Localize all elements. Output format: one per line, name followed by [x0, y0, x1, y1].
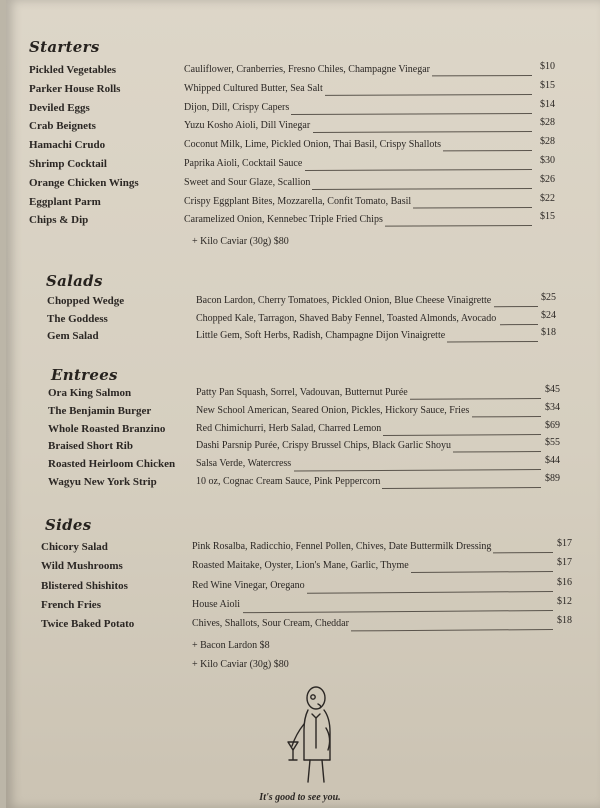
menu-item-orange-chicken-wings: [0, 173, 600, 195]
menu-item-name: Orange Chicken Wings: [29, 176, 139, 189]
addon-bacon-lardon: + Bacon Lardon $8: [192, 640, 270, 651]
menu-item-description: House Aioli: [192, 598, 241, 610]
menu-item-description: Chives, Shallots, Sour Cream, Cheddar: [192, 618, 349, 630]
menu-item-description: 10 oz, Cognac Cream Sauce, Pink Peppercorn: [196, 476, 381, 487]
menu-item-name: Chicory Salad: [41, 541, 108, 553]
addon-caviar: + Kilo Caviar (30g) $80: [192, 659, 289, 670]
menu-item-name: Whole Roasted Branzino: [48, 422, 166, 435]
menu-item-the-benjamin-burger: [0, 401, 600, 423]
menu-item-price: $28: [540, 136, 555, 148]
menu-item-parker-house-rolls: [0, 79, 600, 101]
menu-item-name: Deviled Eggs: [29, 101, 90, 114]
menu-item-chopped-wedge: [0, 292, 600, 313]
menu-item-name: The Goddess: [47, 312, 108, 325]
menu-item-description: Dijon, Dill, Crispy Capers: [184, 101, 290, 113]
menu-item-twice-baked-potato: [0, 615, 600, 636]
section-heading-salads: Salads: [46, 272, 103, 290]
menu-item-price: $30: [540, 155, 555, 166]
leader-line: [410, 398, 541, 400]
leader-line: [312, 188, 532, 190]
leader-line: [307, 591, 553, 594]
leader-line: [494, 306, 538, 307]
menu-item-price: $10: [540, 61, 555, 72]
leader-line: [294, 469, 541, 472]
menu-item-price: $18: [557, 615, 572, 627]
menu-item-name: Ora King Salmon: [48, 387, 132, 399]
leader-line: [453, 451, 541, 453]
menu-item-whole-roasted-branzino: [0, 419, 600, 441]
menu-item-name: Braised Short Rib: [48, 440, 133, 453]
menu-item-price: $34: [545, 401, 560, 413]
menu-item-name: Chopped Wedge: [47, 295, 125, 307]
leader-line: [351, 629, 553, 631]
leader-line: [493, 552, 553, 553]
menu-item-price: $25: [541, 292, 556, 303]
menu-item-price: $28: [540, 117, 555, 129]
menu-item-description: Red Wine Vinegar, Oregano: [192, 579, 305, 591]
menu-item-crab-beignets: [0, 117, 600, 138]
menu-item-description: Crispy Eggplant Bites, Mozzarella, Confit Tomato, Basil: [184, 195, 412, 207]
menu-item-price: $15: [540, 79, 555, 91]
leader-line: [413, 207, 532, 209]
menu-item-french-fries: [0, 595, 600, 617]
menu-item-description: Bacon Lardon, Cherry Tomatoes, Pickled Onion, Blue Cheese Vinaigrette: [196, 295, 492, 306]
addon-caviar: + Kilo Caviar (30g) $80: [192, 236, 289, 247]
menu-item-description: Yuzu Kosho Aioli, Dill Vinegar: [184, 120, 311, 132]
menu-item-gem-salad: [0, 327, 600, 348]
menu-item-name: Eggplant Parm: [29, 195, 101, 208]
menu-item-description: Salsa Verde, Watercress: [196, 458, 292, 470]
menu-item-price: $14: [540, 98, 555, 110]
section-heading-sides: Sides: [45, 516, 92, 534]
menu-item-name: Parker House Rolls: [29, 82, 121, 95]
menu-item-price: $16: [557, 576, 572, 588]
menu-item-price: $24: [541, 309, 556, 321]
menu-item-ora-king-salmon: [0, 384, 600, 405]
menu-item-hamachi-crudo: [0, 136, 600, 157]
menu-item-description: Pink Rosalba, Radicchio, Fennel Pollen, Chives, Date Buttermilk Dressing: [192, 541, 492, 552]
menu-item-price: $18: [541, 327, 556, 338]
menu-item-price: $17: [557, 538, 572, 549]
menu-item-price: $44: [545, 455, 560, 467]
waiter-with-cocktail-icon: [282, 684, 342, 784]
section-heading-starters: Starters: [29, 38, 100, 56]
leader-line: [305, 169, 532, 171]
menu-item-name: The Benjamin Burger: [48, 404, 152, 417]
menu-item-description: Roasted Maitake, Oyster, Lion's Mane, Garlic, Thyme: [192, 560, 409, 572]
menu-item-price: $17: [557, 557, 572, 569]
menu-item-price: $55: [545, 437, 560, 449]
menu-item-braised-short-rib: [0, 437, 600, 458]
menu-item-wild-mushrooms: [0, 557, 600, 578]
menu-item-description: Patty Pan Squash, Sorrel, Vadouvan, Butternut Purée: [196, 387, 408, 398]
menu-item-price: $12: [557, 595, 572, 607]
menu-item-deviled-eggs: [0, 98, 600, 120]
menu-item-price: $89: [545, 473, 560, 484]
menu-item-pickled-vegetables: [0, 61, 600, 82]
menu-item-price: $15: [540, 211, 555, 223]
leader-line: [432, 75, 532, 76]
menu-item-description: Dashi Parsnip Purée, Crispy Brussel Chips, Black Garlic Shoyu: [196, 440, 451, 452]
menu-item-description: Little Gem, Soft Herbs, Radish, Champagne Dijon Vinaigrette: [196, 330, 446, 341]
leader-line: [325, 94, 532, 96]
menu-item-name: French Fries: [41, 598, 101, 611]
menu-item-description: Paprika Aioli, Cocktail Sauce: [184, 158, 303, 169]
menu-item-name: Hamachi Crudo: [29, 139, 106, 152]
menu-item-price: $22: [540, 192, 555, 204]
menu-item-name: Shrimp Cocktail: [29, 158, 107, 170]
menu-item-name: Chips & Dip: [29, 214, 89, 227]
menu-item-name: Blistered Shishitos: [41, 579, 128, 592]
leader-line: [500, 324, 538, 325]
menu-item-name: Gem Salad: [47, 330, 99, 342]
menu-item-shrimp-cocktail: [0, 155, 600, 176]
menu-item-blistered-shishitos: [0, 576, 600, 598]
menu-item-description: Sweet and Sour Glaze, Scallion: [184, 176, 311, 188]
menu-item-name: Pickled Vegetables: [29, 64, 117, 76]
menu-item-name: Wagyu New York Strip: [48, 476, 157, 488]
menu-item-description: New School American, Seared Onion, Pickles, Hickory Sauce, Fries: [196, 404, 470, 416]
section-heading-entrees: Entrees: [51, 366, 118, 384]
menu-item-chips-dip: [0, 211, 600, 232]
menu-item-price: $69: [545, 419, 560, 431]
menu-item-price: $26: [540, 173, 555, 185]
menu-item-name: Wild Mushrooms: [41, 560, 123, 573]
leader-line: [243, 610, 553, 613]
menu-item-description: Cauliflower, Cranberries, Fresno Chiles, Champagne Vinegar: [184, 64, 430, 75]
menu-item-name: Twice Baked Potato: [41, 618, 135, 631]
leader-line: [443, 150, 532, 151]
leader-line: [383, 434, 541, 436]
menu-item-description: Red Chimichurri, Herb Salad, Charred Lemon: [196, 422, 382, 434]
menu-item-wagyu-new-york-strip: [0, 473, 600, 494]
leader-line: [313, 131, 532, 133]
footer-tagline: It's good to see you.: [259, 792, 341, 803]
leader-line: [447, 341, 538, 342]
menu-item-description: Coconut Milk, Lime, Pickled Onion, Thai Basil, Crispy Shallots: [184, 139, 442, 151]
menu-item-name: Crab Beignets: [29, 120, 96, 133]
menu-item-name: Roasted Heirloom Chicken: [48, 458, 176, 471]
leader-line: [472, 416, 541, 417]
menu-item-roasted-heirloom-chicken: [0, 455, 600, 476]
leader-line: [382, 487, 541, 489]
menu-item-the-goddess: [0, 309, 600, 331]
menu-item-description: Caramelized Onion, Kennebec Triple Fried Chips: [184, 214, 383, 226]
menu-item-chicory-salad: [0, 538, 600, 559]
leader-line: [411, 571, 553, 573]
leader-line: [385, 225, 532, 227]
menu-item-price: $45: [545, 384, 560, 395]
menu-item-description: Chopped Kale, Tarragon, Shaved Baby Fennel, Toasted Almonds, Avocado: [196, 312, 497, 324]
leader-line: [291, 113, 532, 115]
menu-item-description: Whipped Cultured Butter, Sea Salt: [184, 82, 323, 94]
menu-item-eggplant-parm: [0, 192, 600, 214]
